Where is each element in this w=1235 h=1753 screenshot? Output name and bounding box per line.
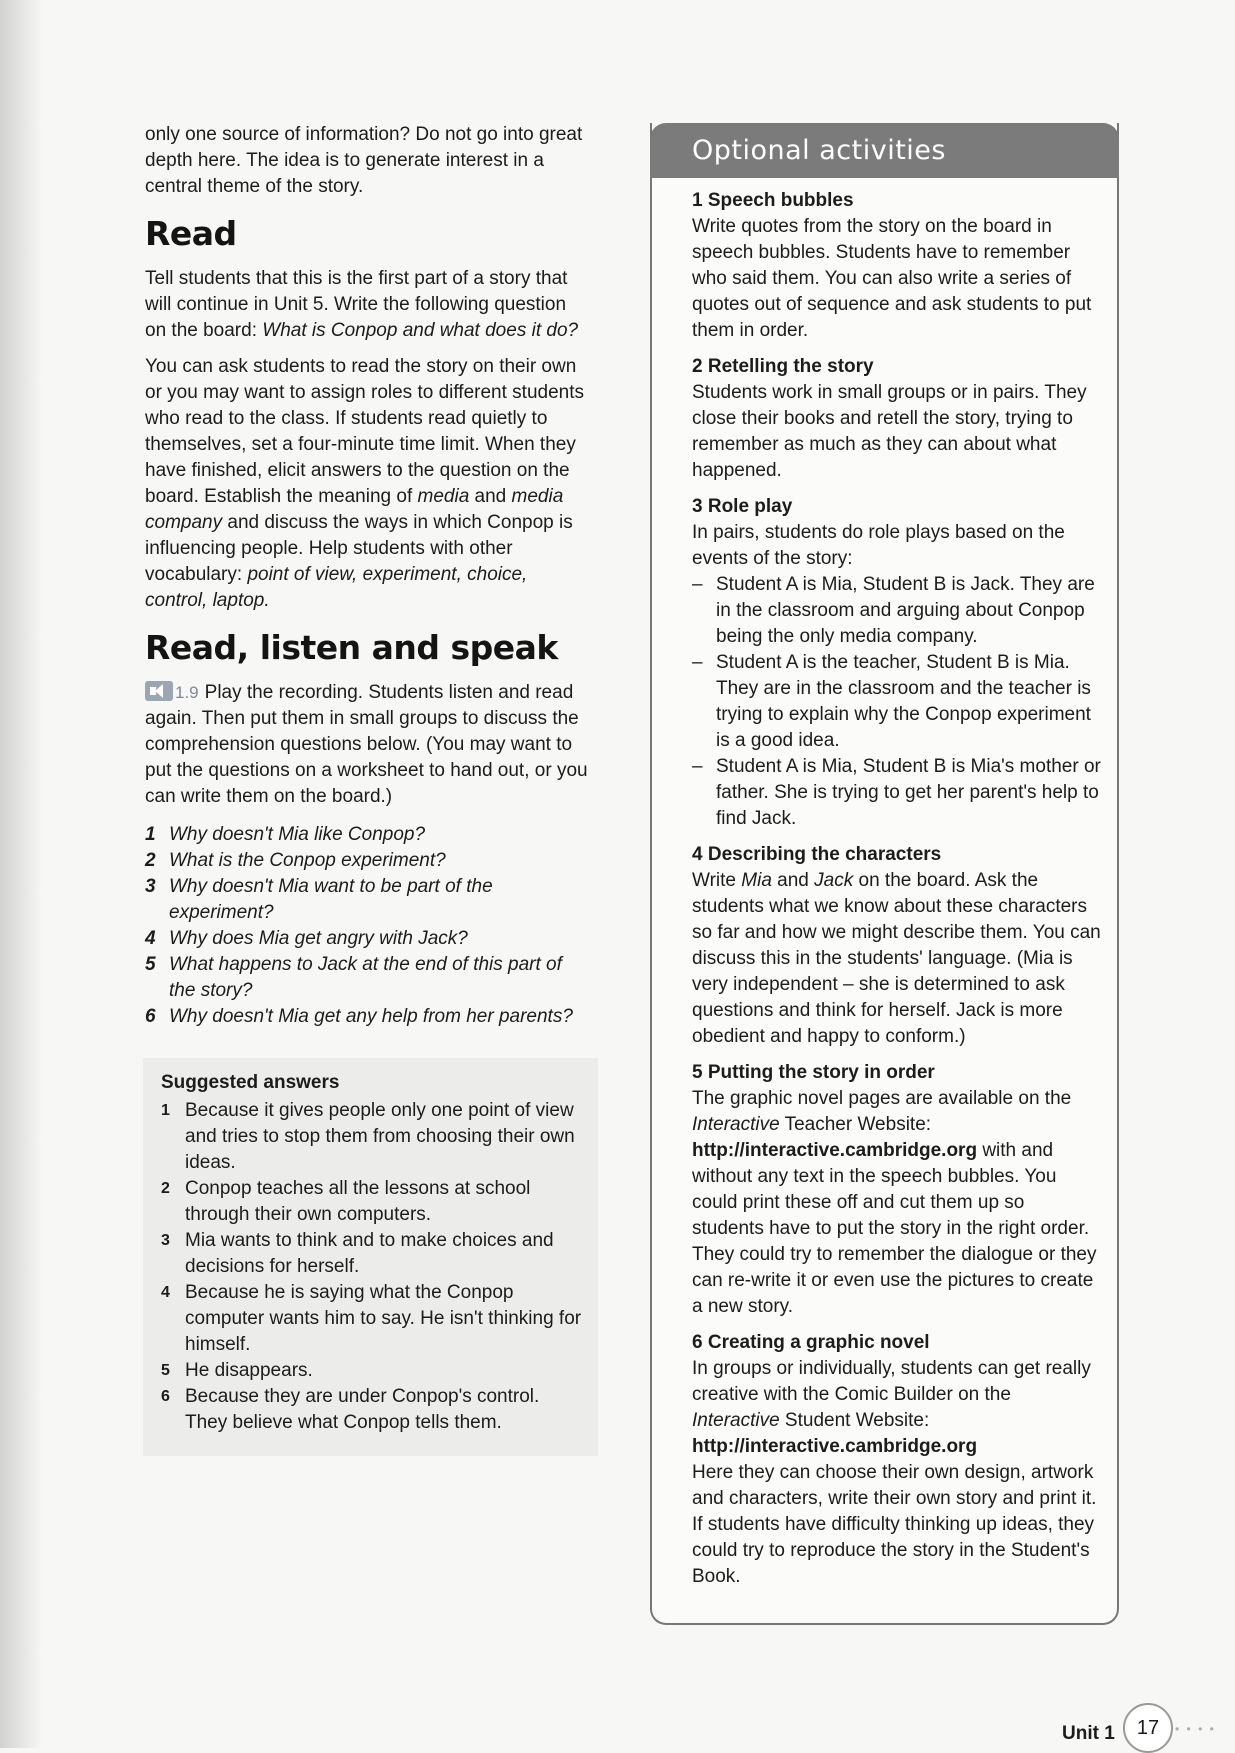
teacher-website-link[interactable]: http://interactive.cambridge.org [692, 1140, 978, 1161]
item-number: 6 [161, 1388, 170, 1405]
interactive-label: Interactive [692, 1114, 780, 1135]
list-item [161, 1098, 584, 1176]
item-number: 1 [145, 824, 156, 845]
item-number: 4 [145, 928, 156, 949]
text-fragment: with and without any text in the speech bubbles. You could print these off and cut them up so students have to put the story in the right order. They could try to remember the dialogue or they can re-write it or even use the pictures to create a new story. [692, 1140, 1097, 1317]
optional-activities-title: Optional activities [692, 135, 946, 166]
activity-title: 6 Creating a graphic novel [692, 1332, 930, 1353]
list-item [145, 822, 590, 848]
activity-graphic-novel [692, 1330, 1101, 1590]
list-item [145, 1004, 590, 1030]
read-p2-text-a: You can ask students to read the story on their own or you may want to assign roles to different students who read to the class. If students read quietly to themselves, set a four-minute time limit. When they have finished, elicit answers to the question on the board. Establish the meaning of [145, 356, 584, 507]
text-fragment: Teacher Website: [779, 1114, 932, 1135]
read-p1-text: Tell students that this is the first part of a story that will continue in Unit 5. Write the following question on the board: [145, 268, 568, 341]
activity-text: In pairs, students do role plays based on the events of the story: [692, 522, 1065, 569]
page-spine-shadow [0, 0, 42, 1748]
footer-dots: • • • • [1175, 1722, 1216, 1736]
item-number: 2 [161, 1180, 170, 1197]
item-text: Because they are under Conpop's control. They believe what Conpop tells them. [185, 1386, 540, 1433]
list-item [145, 926, 590, 952]
activity-story-order [692, 1060, 1101, 1320]
interactive-label: Interactive [692, 1410, 780, 1431]
list-item [161, 1228, 584, 1280]
item-text: Why doesn't Mia get any help from her parents? [169, 1006, 573, 1027]
left-column [145, 122, 590, 1456]
list-item: – Student A is Mia, Student B is Mia's mother or father. She is trying to get her parent's help to find Jack. [692, 754, 1101, 832]
read-paragraph-1 [145, 266, 590, 344]
activity-title: 4 Describing the characters [692, 844, 942, 865]
item-text: What is the Conpop experiment? [169, 850, 446, 871]
item-text: He disappears. [185, 1360, 313, 1381]
read-heading: Read [145, 214, 237, 253]
list-item [161, 1384, 584, 1436]
read-paragraph-2 [145, 354, 590, 614]
role-play-list [692, 572, 1101, 832]
activity-title: 3 Role play [692, 496, 793, 517]
rls-text: Play the recording. Students listen and read again. Then put them in small groups to discuss the comprehension questions below. (You may want to put the questions on a worksheet to hand out, or you can write them on the board.) [145, 682, 588, 807]
list-item [145, 874, 590, 926]
activity-describing-characters [692, 842, 1101, 1050]
intro-paragraph: only one source of information? Do not go into great depth here. The idea is to generate interest in a central theme of the story. [145, 124, 583, 197]
audio-speaker-icon [145, 681, 173, 701]
list-item [161, 1176, 584, 1228]
text-fragment: and [771, 870, 815, 891]
activity-speech-bubbles [692, 188, 1101, 344]
term-media-company: media company [145, 486, 564, 533]
page-number: 17 [1123, 1703, 1173, 1753]
item-text: Why doesn't Mia want to be part of the experiment? [169, 876, 493, 923]
read-p2-text-b: and discuss the ways in which Conpop is influencing people. Help students with other vocabulary: [145, 512, 573, 585]
suggested-answers-box [143, 1058, 598, 1456]
student-website-link[interactable]: http://interactive.cambridge.org [692, 1436, 978, 1457]
optional-activities-box [650, 123, 1119, 1625]
vocabulary-list: point of view, experiment, choice, control, laptop. [145, 564, 528, 611]
item-number: 3 [145, 876, 156, 897]
name-mia: Mia [741, 870, 772, 891]
item-number: 3 [161, 1232, 170, 1249]
text-fragment: Write [692, 870, 742, 891]
name-jack: Jack [814, 870, 854, 891]
activity-text [692, 868, 1101, 1050]
item-number: 4 [161, 1284, 170, 1301]
activity-text: Write quotes from the story on the board in speech bubbles. Students have to remember who said them. You can also write a series of quotes out of sequence and ask students to put them in order. [692, 216, 1092, 341]
activity-title: 2 Retelling the story [692, 356, 874, 377]
item-number: 5 [145, 954, 156, 975]
text-fragment: The graphic novel pages are available on the [692, 1088, 1072, 1109]
item-text: Because he is saying what the Conpop computer wants him to say. He isn't thinking for himself. [185, 1282, 582, 1355]
item-text: Conpop teaches all the lessons at school through their own computers. [185, 1178, 531, 1225]
item-text: What happens to Jack at the end of this part of the story? [169, 954, 562, 1001]
text-fragment: on the board. Ask the students what we know about these characters so far and how we might describe them. You can discuss this in the students' language. (Mia is very independent – she is determined to ask questions and think for herself. Jack is more obedient and happy to conform.) [692, 870, 1101, 1047]
list-item: – Student A is the teacher, Student B is Mia. They are in the classroom and the teacher is trying to explain why the Conpop experiment is a good idea. [692, 650, 1101, 754]
item-text: Mia wants to think and to make choices and decisions for herself. [185, 1230, 554, 1277]
optional-activities-content [652, 178, 1117, 1590]
list-item [145, 848, 590, 874]
item-text: Why doesn't Mia like Conpop? [169, 824, 426, 845]
rls-paragraph [145, 680, 590, 810]
item-text: Because it gives people only one point of view and tries to stop them from choosing their own ideas. [185, 1100, 575, 1173]
text-fragment: In groups or individually, students can get really creative with the Comic Builder on the [692, 1358, 1091, 1405]
activity-title: 1 Speech bubbles [692, 190, 854, 211]
activity-text [692, 1086, 1101, 1320]
answers-title: Suggested answers [161, 1072, 340, 1093]
text-fragment: Student Website: [779, 1410, 930, 1431]
activity-text: Students work in small groups or in pairs. They close their books and retell the story, trying to remember as much as they can about what happened. [692, 382, 1087, 481]
comprehension-questions [145, 822, 590, 1030]
activity-text [692, 1356, 1101, 1590]
list-item [145, 952, 590, 1004]
answers-list [161, 1098, 584, 1436]
item-number: 2 [145, 850, 156, 871]
activity-role-play [692, 494, 1101, 832]
text-fragment: Here they can choose their own design, artwork and characters, write their own story and print it. If students have difficulty thinking up ideas, they could try to reproduce the story in the Student's Book. [692, 1462, 1097, 1587]
read-p2-and: and [469, 486, 512, 507]
item-number: 1 [161, 1102, 170, 1119]
activity-retelling [692, 354, 1101, 484]
term-media: media [417, 486, 470, 507]
track-number: 1.9 [175, 683, 199, 702]
board-question: What is Conpop and what does it do? [262, 320, 579, 341]
read-listen-speak-heading: Read, listen and speak [145, 628, 558, 667]
optional-activities-header [650, 123, 1119, 178]
list-item: – Student A is Mia, Student B is Jack. They are in the classroom and arguing about Conpop being the only media company. [692, 572, 1101, 650]
activity-title: 5 Putting the story in order [692, 1062, 935, 1083]
item-number: 5 [161, 1362, 170, 1379]
item-text: Why does Mia get angry with Jack? [169, 928, 468, 949]
list-item [161, 1358, 584, 1384]
item-number: 6 [145, 1006, 156, 1027]
footer-unit-label: Unit 1 [1062, 1723, 1115, 1744]
list-item [161, 1280, 584, 1358]
